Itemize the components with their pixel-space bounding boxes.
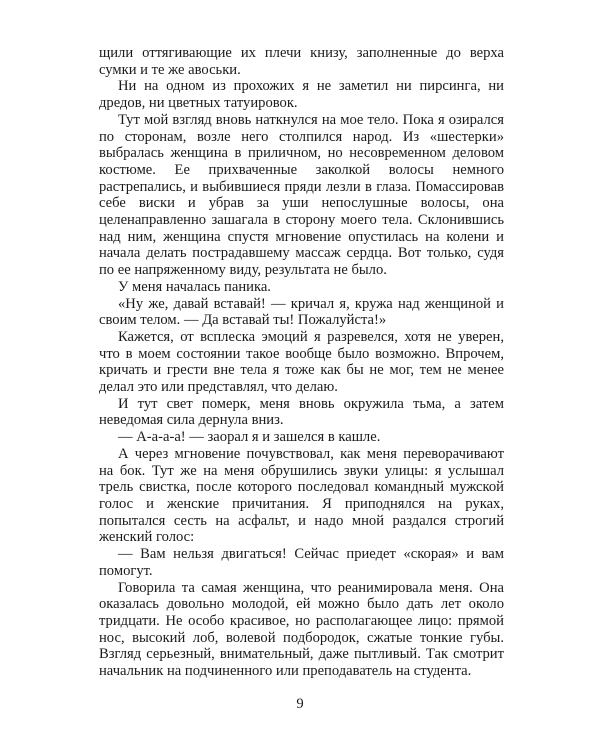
paragraph-10: — Вам нельзя двигаться! Сейчас приедет «скорая» и вам помогут. (99, 546, 504, 579)
paragraph-11: Говорила та самая женщина, что реанимировала меня. Она оказалась довольно молодой, ей можно было дать лет около тридцати. Не особо красивое, но располагающее лицо: прямой нос, высокий лоб, волевой подбородок, сжатые тонкие губы. Взгляд серьезный, внимательный, даже пытливый. Так смотрит начальник на подчиненного или преподаватель на студента. (99, 579, 504, 680)
paragraph-8: — А-а-а-а! — заорал я и зашелся в кашле. (118, 429, 381, 446)
page-body-text (99, 45, 504, 680)
paragraph-7: И тут свет померк, меня вновь окружила тьма, а затем неведомая сила дернула вниз. (99, 395, 504, 429)
page-number: 9 (296, 696, 304, 712)
paragraph-1: щили оттягивающие их плечи книзу, заполненные до верха сумки и те же авоськи. (99, 45, 504, 78)
paragraph-3: Тут мой взгляд вновь наткнулся на мое тело. Пока я озирался по сторонам, возле него столпился народ. Из «шестерки» выбралась женщина в приличном, но несовременном деловом костюме. Ее прихваченные заколкой волосы немного растрепались, и выбившиеся пряди лезли в глаза. Помассировав себе виски и убрав за уши непослушные волосы, она целенаправленно зашагала в сторону моего тела. Склонившись над ним, женщина спустя мгновение опустилась на колени и начала делать пострадавшему массаж сердца. Вот только, судя по ее напряженному виду, результата не было. (99, 111, 504, 279)
paragraph-6: Кажется, от всплеска эмоций я разревелся, хотя не уверен, что в моем состоянии такое вообще было возможно. Впрочем, кричать и грести вне тела я тоже как бы не мог, тем не менее делал это или представлял, что делаю. (99, 328, 504, 396)
paragraph-2: Ни на одном из прохожих я не заметил ни пирсинга, ни дредов, ни цветных татуировок. (99, 78, 504, 112)
paragraph-5: «Ну же, давай вставай! — кричал я, кружа над женщиной и своим телом. — Да вставай ты! Пожалуйста!» (99, 295, 504, 329)
paragraph-9: А через мгновение почувствовал, как меня переворачивают на бок. Тут же на меня обрушились звуки улицы: я услышал трель свистка, после которого последовал командный мужской голос и женские причитания. Я приподнялся на руках, попытался сесть на асфальт, и надо мной раздался строгий женский голос: (99, 445, 504, 546)
paragraph-4: У меня началась паника. (118, 278, 271, 295)
